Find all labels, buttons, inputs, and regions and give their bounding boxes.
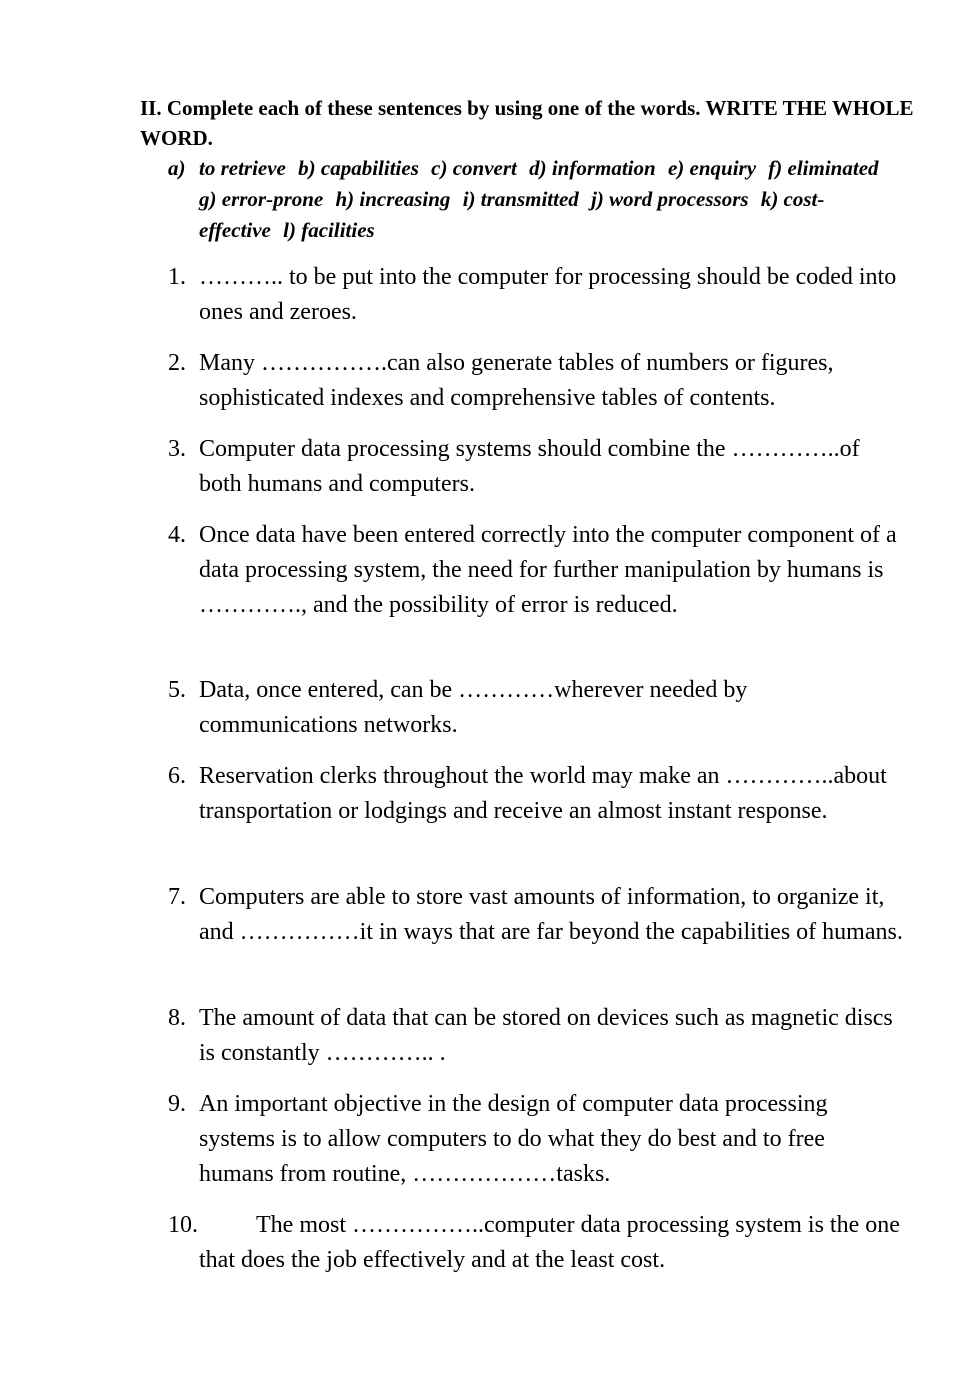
question-2 [168, 346, 903, 416]
exercise-heading: II. Complete each of these sentences by using one of the words. WRITE THE WHOLE WORD. [140, 96, 914, 150]
question-6 [168, 759, 903, 829]
question-text: The amount of data that can be stored on devices such as magnetic discs is constantly ………….. . [199, 1005, 893, 1066]
word-option: f) eliminated [768, 156, 879, 180]
question-4 [168, 518, 903, 623]
word-option: e) enquiry [667, 156, 757, 180]
word-option: h) increasing [335, 187, 451, 211]
question-number: 1. [168, 264, 186, 290]
word-option: b) capabilities [298, 156, 419, 180]
question-number: 3. [168, 436, 186, 462]
question-number: 5. [168, 677, 186, 703]
word-option: c) convert [431, 156, 517, 180]
question-8 [168, 1001, 903, 1071]
question-1 [168, 260, 903, 330]
question-number: 6. [168, 763, 186, 789]
question-3 [168, 432, 903, 502]
question-7 [168, 880, 903, 950]
question-number: 9. [168, 1091, 186, 1117]
word-option: to retrieve [199, 156, 286, 180]
question-text: Many …………….can also generate tables of numbers or figures, sophisticated indexes and comprehensive tables of contents. [199, 350, 834, 411]
question-text: The most ……………..computer data processing system is the one that does the job effectively and at the least cost. [199, 1212, 900, 1273]
word-list-marker: a) [168, 156, 186, 180]
question-text: Reservation clerks throughout the world may make an …………..about transportation or lodgings and receive an almost instant response. [199, 763, 887, 824]
word-option: k) cost-effective [199, 187, 825, 242]
question-10 [168, 1208, 903, 1278]
word-option: l) facilities [283, 218, 375, 242]
question-text: Once data have been entered correctly into the computer component of a data processing system, the need for further manipulation by humans is …………., and the possibility of error is reduced. [199, 522, 897, 618]
question-text: ……….. to be put into the computer for processing should be coded into ones and zeroes. [199, 264, 897, 325]
question-number: 8. [168, 1005, 186, 1031]
question-text: Computer data processing systems should combine the …………..of both humans and computers. [199, 436, 860, 497]
question-number: 4. [168, 522, 186, 548]
word-list [168, 153, 888, 246]
question-number: 7. [168, 884, 186, 910]
question-5 [168, 673, 903, 743]
word-option: d) information [529, 156, 656, 180]
word-list-items [199, 153, 888, 246]
question-text: Computers are able to store vast amounts of information, to organize it, and ……………it in ways that are far beyond the capabilities of humans. [199, 884, 903, 945]
question-number: 2. [168, 350, 186, 376]
question-text: Data, once entered, can be …………wherever needed by communications networks. [199, 677, 748, 738]
question-text: An important objective in the design of computer data processing systems is to allow computers to do what they do best and to free humans from routine, ………………tasks. [199, 1091, 828, 1187]
word-option: j) word processors [591, 187, 749, 211]
question-9 [168, 1087, 903, 1192]
question-number: 10. [168, 1212, 198, 1238]
word-option: g) error-prone [199, 187, 324, 211]
word-option: i) transmitted [462, 187, 579, 211]
